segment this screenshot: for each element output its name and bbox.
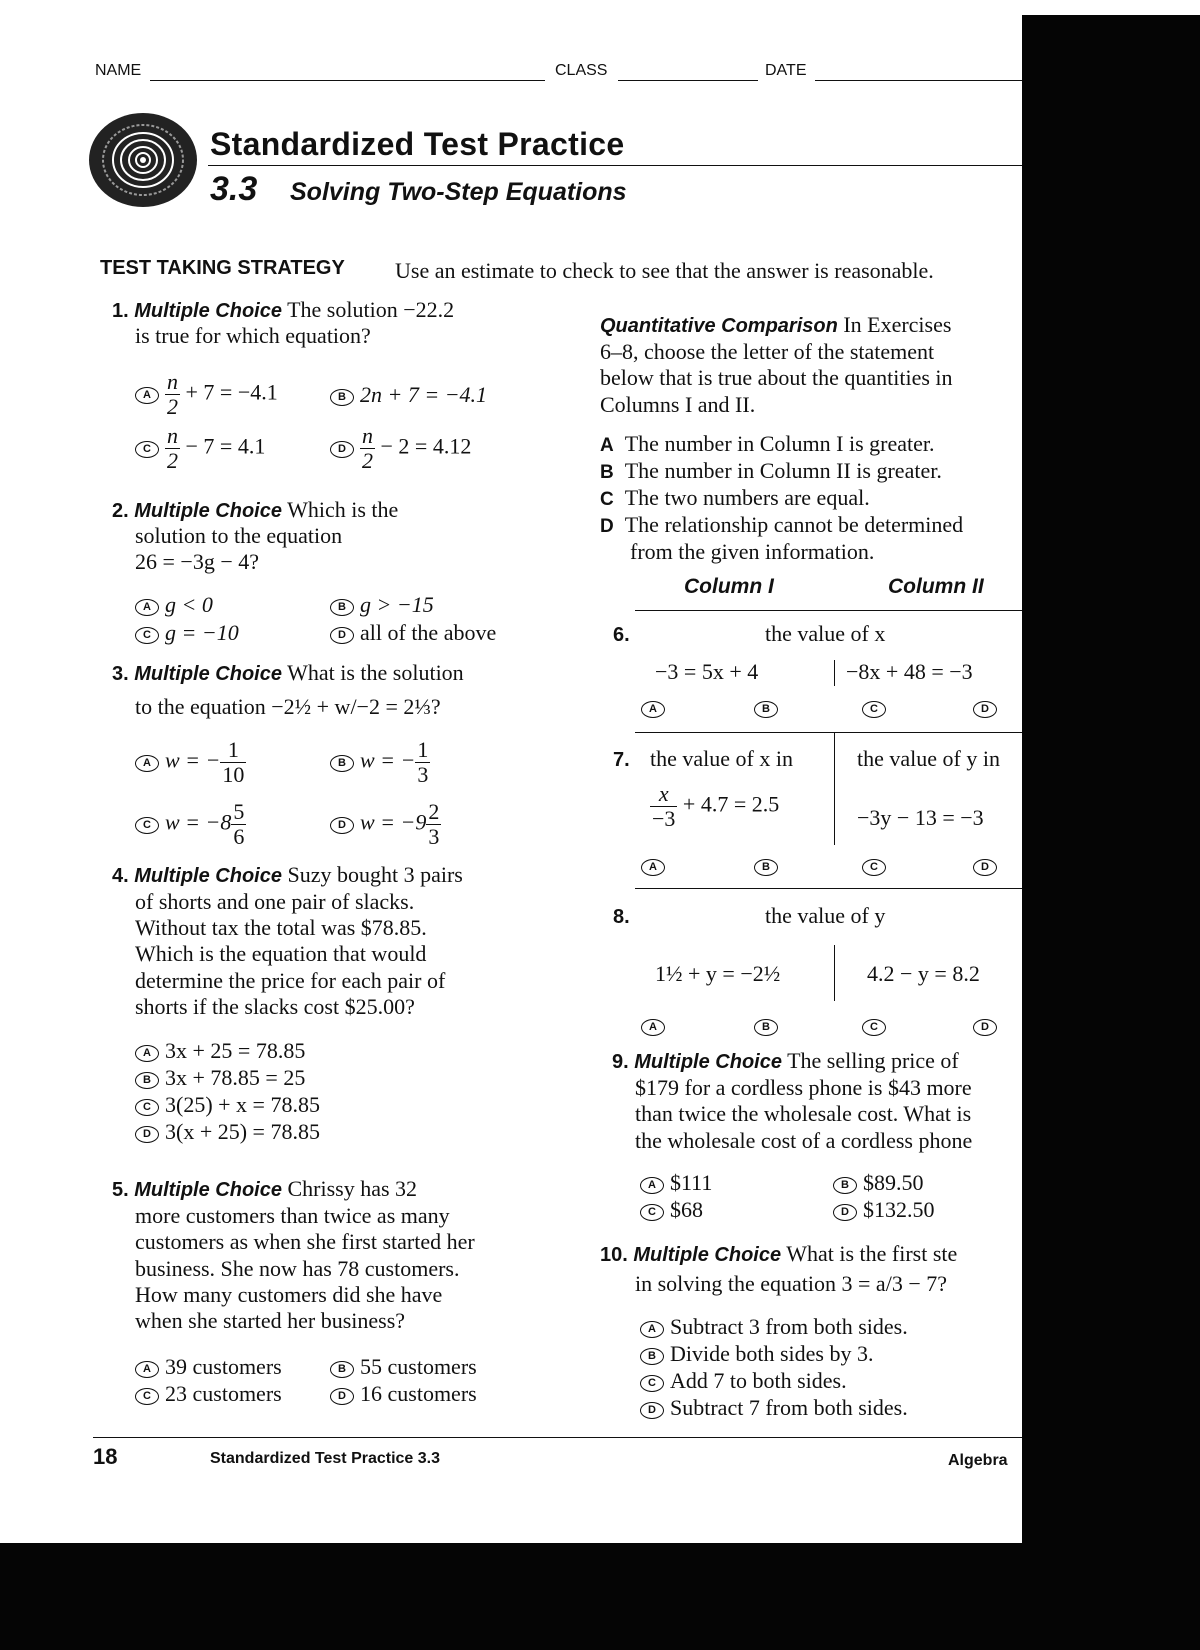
bubble-b: B — [330, 1361, 354, 1378]
q5-option-a[interactable]: A 39 customers — [135, 1354, 282, 1380]
q6-column-1: −3 = 5x + 4 — [655, 659, 759, 684]
sound-wave-logo — [88, 108, 206, 208]
q4-option-d[interactable]: D 3(x + 25) = 78.85 — [135, 1119, 320, 1145]
q7-bubble-d[interactable]: D — [973, 852, 1003, 878]
date-field[interactable] — [815, 80, 1022, 81]
q3-option-d[interactable]: D w = −9 $\frac{2}{3}$ — [330, 800, 441, 849]
bubble-b: B — [640, 1348, 664, 1365]
bubble-d: D — [330, 1388, 354, 1405]
q2-option-d[interactable]: D all of the above — [330, 620, 496, 646]
bubble-c: C — [640, 1204, 664, 1221]
qc-option-d: D The relationship cannot be determined — [600, 512, 964, 537]
q6-divider — [834, 660, 835, 686]
scan-border-right — [1022, 15, 1200, 1650]
q10-option-d[interactable]: D Subtract 7 from both sides. — [640, 1395, 908, 1421]
question-5-line: business. She now has 78 customers. — [135, 1256, 460, 1281]
q4-option-b[interactable]: B 3x + 78.85 = 25 — [135, 1065, 305, 1091]
question-5: 5. Multiple Choice Chrissy has 32 — [112, 1176, 418, 1201]
scan-border-bottom — [0, 1543, 1200, 1650]
q4-option-c[interactable]: C 3(25) + x = 78.85 — [135, 1092, 320, 1118]
bubble-c: C — [135, 817, 159, 834]
q7-rule — [635, 732, 1022, 733]
q8-rule — [635, 888, 1022, 889]
question-3-line2: to the equation −2½ + w/−2 = 2⅓? — [135, 694, 441, 719]
q7-number: 7. — [613, 749, 630, 771]
q9-option-c[interactable]: C $68 — [640, 1197, 703, 1223]
bubble-d: D — [330, 441, 354, 458]
bubble-b: B — [135, 1072, 159, 1089]
question-5-line: when she started her business? — [135, 1308, 406, 1333]
q2-option-a[interactable]: A g < 0 — [135, 592, 213, 618]
question-4-line: Without tax the total was $78.85. — [135, 915, 427, 940]
question-2-line3: 26 = −3g − 4? — [135, 549, 259, 574]
q9-option-a[interactable]: A $111 — [640, 1170, 712, 1196]
question-4: 4. Multiple Choice Suzy bought 3 pairs — [112, 862, 463, 887]
bubble-c: C — [640, 1375, 664, 1392]
q1-option-a[interactable]: A $\frac{n}{2}$ + 7 = −4.1 — [135, 370, 278, 419]
q6-rule — [635, 610, 1022, 611]
q8-column-2: 4.2 − y = 8.2 — [867, 961, 980, 986]
question-4-line: determine the price for each pair of — [135, 968, 446, 993]
q5-option-c[interactable]: C 23 customers — [135, 1381, 282, 1407]
q9-option-b[interactable]: B $89.50 — [833, 1170, 924, 1196]
lesson-title: Solving Two-Step Equations — [290, 178, 627, 206]
qc-option-c: C The two numbers are equal. — [600, 485, 870, 510]
footer-course: Algebra — [948, 1452, 1008, 1469]
q7-column-1: $\frac{x}{-3}$ + 4.7 = 2.5 — [652, 781, 780, 831]
question-5-line: more customers than twice as many — [135, 1203, 450, 1228]
q3-option-c[interactable]: C w = −8 $\frac{5}{6}$ — [135, 800, 246, 849]
qc-option-a: A The number in Column I is greater. — [600, 431, 935, 456]
question-3: 3. Multiple Choice What is the solution — [112, 660, 464, 685]
q8-bubble-c[interactable]: C — [862, 1012, 892, 1038]
question-1-line2: is true for which equation? — [135, 323, 371, 348]
q6-bubble-d[interactable]: D — [973, 694, 1003, 720]
footer-title: Standardized Test Practice 3.3 — [210, 1450, 441, 1467]
question-9-line: $179 for a cordless phone is $43 more — [635, 1075, 972, 1100]
q5-option-d[interactable]: D 16 customers — [330, 1381, 477, 1407]
q10-option-b[interactable]: B Divide both sides by 3. — [640, 1341, 874, 1367]
q2-option-b[interactable]: B g > −15 — [330, 592, 434, 618]
q9-option-d[interactable]: D $132.50 — [833, 1197, 935, 1223]
qc-option-b: B The number in Column II is greater. — [600, 458, 942, 483]
q7-header-right: the value of y in — [857, 746, 1000, 771]
name-field[interactable] — [150, 80, 545, 81]
bubble-b: B — [330, 389, 354, 406]
bubble-d: D — [135, 1126, 159, 1143]
strategy-text: Use an estimate to check to see that the answer is reasonable. — [395, 258, 934, 283]
title-rule — [208, 165, 1022, 166]
qc-line: below that is true about the quantities in — [600, 365, 953, 390]
question-4-line: shorts if the slacks cost $25.00? — [135, 994, 415, 1019]
qc-option-d-cont: from the given information. — [630, 539, 875, 564]
question-4-line: of shorts and one pair of slacks. — [135, 889, 415, 914]
q4-option-a[interactable]: A 3x + 25 = 78.85 — [135, 1038, 305, 1064]
question-4-line: Which is the equation that would — [135, 941, 427, 966]
strategy-label: TEST TAKING STRATEGY — [100, 257, 345, 279]
question-2: 2. Multiple Choice Which is the — [112, 497, 399, 522]
q7-bubble-a[interactable]: A — [641, 852, 671, 878]
q8-bubble-b[interactable]: B — [754, 1012, 784, 1038]
bubble-b: B — [330, 755, 354, 772]
q6-bubble-b[interactable]: B — [754, 694, 784, 720]
q7-header-left: the value of x in — [650, 746, 793, 771]
q8-header: the value of y — [765, 903, 886, 928]
lesson-number: 3.3 — [210, 170, 258, 208]
bubble-b: B — [330, 599, 354, 616]
q8-number: 8. — [613, 906, 630, 928]
q3-option-b[interactable]: B w = − $\frac{1}{3}$ — [330, 738, 430, 787]
q7-column-2: −3y − 13 = −3 — [857, 805, 984, 830]
bubble-c: C — [135, 1099, 159, 1116]
class-field[interactable] — [618, 80, 758, 81]
q8-bubble-a[interactable]: A — [641, 1012, 671, 1038]
question-5-line: How many customers did she have — [135, 1282, 443, 1307]
question-5-line: customers as when she first started her — [135, 1229, 475, 1254]
question-1: 1. Multiple Choice The solution −22.2 — [112, 297, 455, 322]
name-label: NAME — [95, 62, 142, 79]
q1-option-d[interactable]: D $\frac{n}{2}$ − 2 = 4.12 — [330, 424, 471, 473]
bubble-c: C — [135, 627, 159, 644]
question-2-line2: solution to the equation — [135, 523, 343, 548]
bubble-d: D — [330, 627, 354, 644]
column-1-header: Column I — [684, 575, 774, 598]
q8-bubble-d[interactable]: D — [973, 1012, 1003, 1038]
q6-header: the value of x — [765, 621, 886, 646]
question-9-line: the wholesale cost of a cordless phone — [635, 1128, 973, 1153]
q6-column-2: −8x + 48 = −3 — [846, 659, 973, 684]
date-label: DATE — [765, 62, 807, 79]
q8-column-1: 1½ + y = −2½ — [655, 961, 781, 986]
question-9: 9. Multiple Choice The selling price of — [612, 1048, 959, 1073]
quantitative-comparison-intro: Quantitative Comparison In Exercises — [600, 312, 952, 337]
question-10: 10. Multiple Choice What is the first ste — [600, 1241, 958, 1266]
q10-option-c[interactable]: C Add 7 to both sides. — [640, 1368, 847, 1394]
column-2-header: Column II — [888, 575, 984, 598]
bubble-d: D — [640, 1402, 664, 1419]
bubble-d: D — [833, 1204, 857, 1221]
bubble-d: D — [330, 817, 354, 834]
bubble-a: A — [135, 387, 159, 404]
bubble-a: A — [135, 1045, 159, 1062]
q7-divider — [834, 733, 835, 845]
bubble-a: A — [135, 1361, 159, 1378]
qc-line: 6–8, choose the letter of the statement — [600, 339, 935, 364]
bubble-b: B — [833, 1177, 857, 1194]
bubble-c: C — [135, 1388, 159, 1405]
q7-bubble-b[interactable]: B — [754, 852, 784, 878]
q10-option-a[interactable]: A Subtract 3 from both sides. — [640, 1314, 908, 1340]
q2-option-c[interactable]: C g = −10 — [135, 620, 239, 646]
page-title: Standardized Test Practice — [210, 126, 625, 162]
q3-option-a[interactable]: A w = − $\frac{1}{10}$ — [135, 738, 246, 787]
q7-bubble-c[interactable]: C — [862, 852, 892, 878]
bubble-a: A — [640, 1177, 664, 1194]
q1-option-c[interactable]: C $\frac{n}{2}$ − 7 = 4.1 — [135, 424, 265, 473]
q6-number: 6. — [613, 624, 630, 646]
q8-divider — [834, 945, 835, 1001]
bubble-a: A — [135, 755, 159, 772]
footer-rule — [93, 1437, 1022, 1438]
qc-line: Columns I and II. — [600, 392, 756, 417]
bubble-c: C — [135, 441, 159, 458]
q5-option-b[interactable]: B 55 customers — [330, 1354, 477, 1380]
class-label: CLASS — [555, 62, 608, 79]
bubble-a: A — [135, 599, 159, 616]
bubble-a: A — [640, 1321, 664, 1338]
q6-bubble-c[interactable]: C — [862, 694, 892, 720]
question-9-line: than twice the wholesale cost. What is — [635, 1101, 972, 1126]
q1-option-b[interactable]: B 2n + 7 = −4.1 — [330, 382, 487, 408]
page-number: 18 — [93, 1444, 118, 1469]
question-10-line2: in solving the equation 3 = a/3 − 7? — [635, 1271, 947, 1296]
q6-bubble-a[interactable]: A — [641, 694, 671, 720]
